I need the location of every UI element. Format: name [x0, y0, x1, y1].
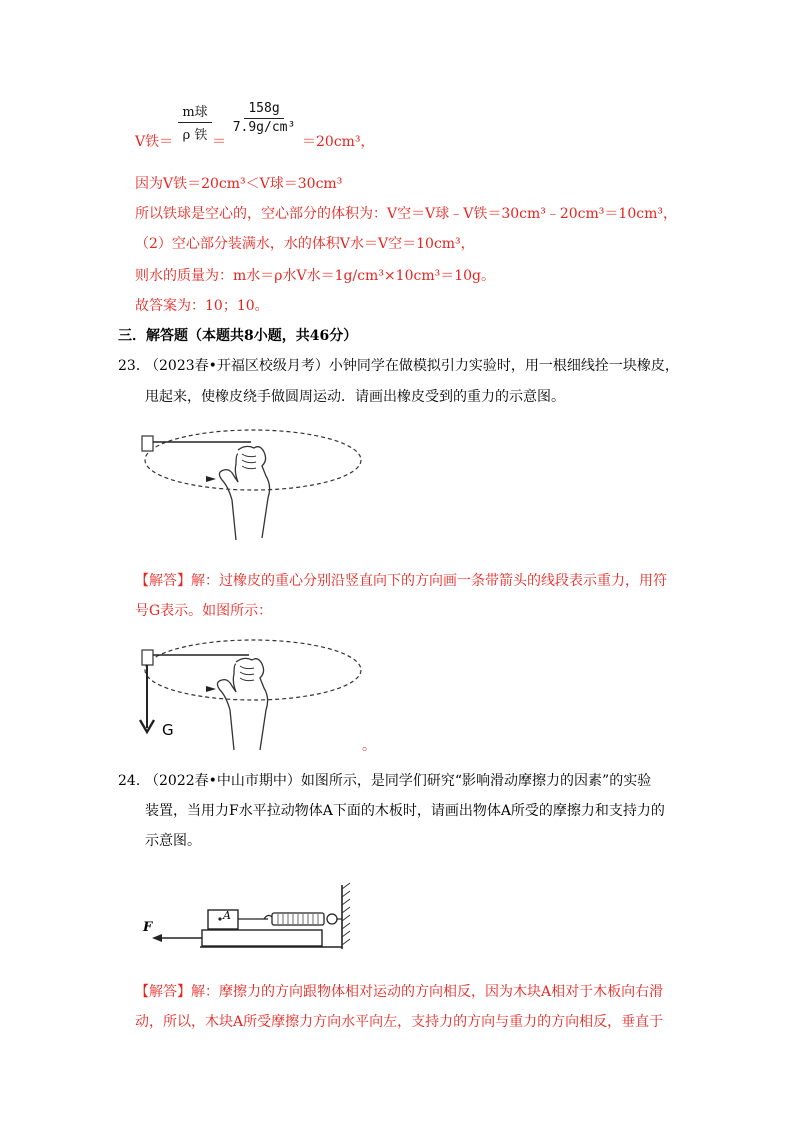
formula-eq: ＝ — [212, 134, 226, 150]
rubber-block — [142, 650, 153, 665]
question-text: 装置，当用力F水平拉动物体A下面的木板时，请画出物体A所受的摩擦力和支持力的 — [145, 803, 665, 819]
formula-result: ＝20cm³， — [302, 134, 375, 150]
hand-fingers — [242, 454, 256, 469]
hand-outline — [217, 658, 267, 750]
fraction-denominator: ρ 铁 — [182, 128, 208, 143]
direction-arrowhead — [206, 476, 216, 482]
answer-tag: 【解答】 — [135, 984, 191, 1000]
direction-arrowhead — [206, 686, 216, 692]
answer-line: （2）空心部分装满水，水的体积V水＝V空＝10cm³， — [135, 236, 475, 252]
label-a: A — [223, 909, 231, 922]
circular-path — [145, 430, 361, 490]
figure-friction-setup — [140, 883, 355, 953]
answer-line: 动，所以，木块A所受摩擦力方向水平向左，支持力的方向与重力的方向相反，垂直于 — [135, 1014, 664, 1030]
fraction-numerator: 158g — [244, 101, 283, 119]
question-number: 23． — [118, 358, 150, 374]
formula-lhs: V铁＝ — [135, 134, 174, 150]
fraction-denominator: 7.9g/cm³ — [232, 120, 296, 135]
rubber-block — [142, 436, 153, 451]
question-text: （2022春•中山市期中）如图所示，是同学们研究“影响滑动摩擦力的因素”的实验 — [145, 773, 652, 789]
fraction-values — [226, 101, 302, 135]
answer-line — [135, 571, 667, 591]
wall-hatching — [342, 883, 350, 945]
answer-line: 故答案为：10；10。 — [135, 298, 269, 314]
answer-line: 所以铁球是空心的，空心部分的体积为：V空＝V球﹣V铁＝30cm³﹣20cm³＝10cm³， — [135, 206, 677, 222]
circular-path — [145, 640, 361, 700]
answer-line: 则水的质量为：m水＝ρ水V水＝1g/cm³×10cm³＝10g。 — [135, 268, 495, 284]
pulley-ring — [327, 914, 337, 924]
section-heading: 三．解答题（本题共8小题，共46分） — [118, 328, 358, 344]
trailing-mark: 。 — [362, 738, 376, 754]
fraction-numerator: m球 — [178, 101, 211, 123]
question-text: 示意图。 — [145, 833, 201, 849]
question-text: （2023春•开福区校级月考）小钟同学在做模拟引力实验时，用一根细线拴一块橡皮， — [145, 358, 679, 374]
pull-force-arrowhead — [152, 934, 162, 942]
force-label-g: G — [162, 721, 174, 739]
hand-fingers — [240, 666, 254, 681]
answer-tag: 【解答】 — [135, 573, 191, 589]
answer-text: 解：过橡皮的重心分别沿竖直向下的方向画一条带箭头的线段表示重力，用符 — [191, 573, 667, 589]
hand-outline — [219, 446, 269, 540]
figure-rubber-circle — [138, 420, 368, 540]
question-text: 甩起来，使橡皮绕手做圆周运动．请画出橡皮受到的重力的示意图。 — [145, 389, 565, 405]
label-f: F — [143, 920, 153, 935]
wooden-board — [202, 930, 322, 946]
answer-line — [135, 982, 663, 1002]
question-number: 24． — [118, 773, 150, 789]
answer-line: 因为V铁＝20cm³＜V球＝30cm³ — [135, 176, 343, 192]
block-a-center-dot — [218, 917, 221, 920]
answer-text: 解：摩擦力的方向跟物体相对运动的方向相反，因为木块A相对于木板向右滑 — [191, 984, 664, 1000]
answer-line: 号G表示。如图所示： — [135, 603, 273, 619]
